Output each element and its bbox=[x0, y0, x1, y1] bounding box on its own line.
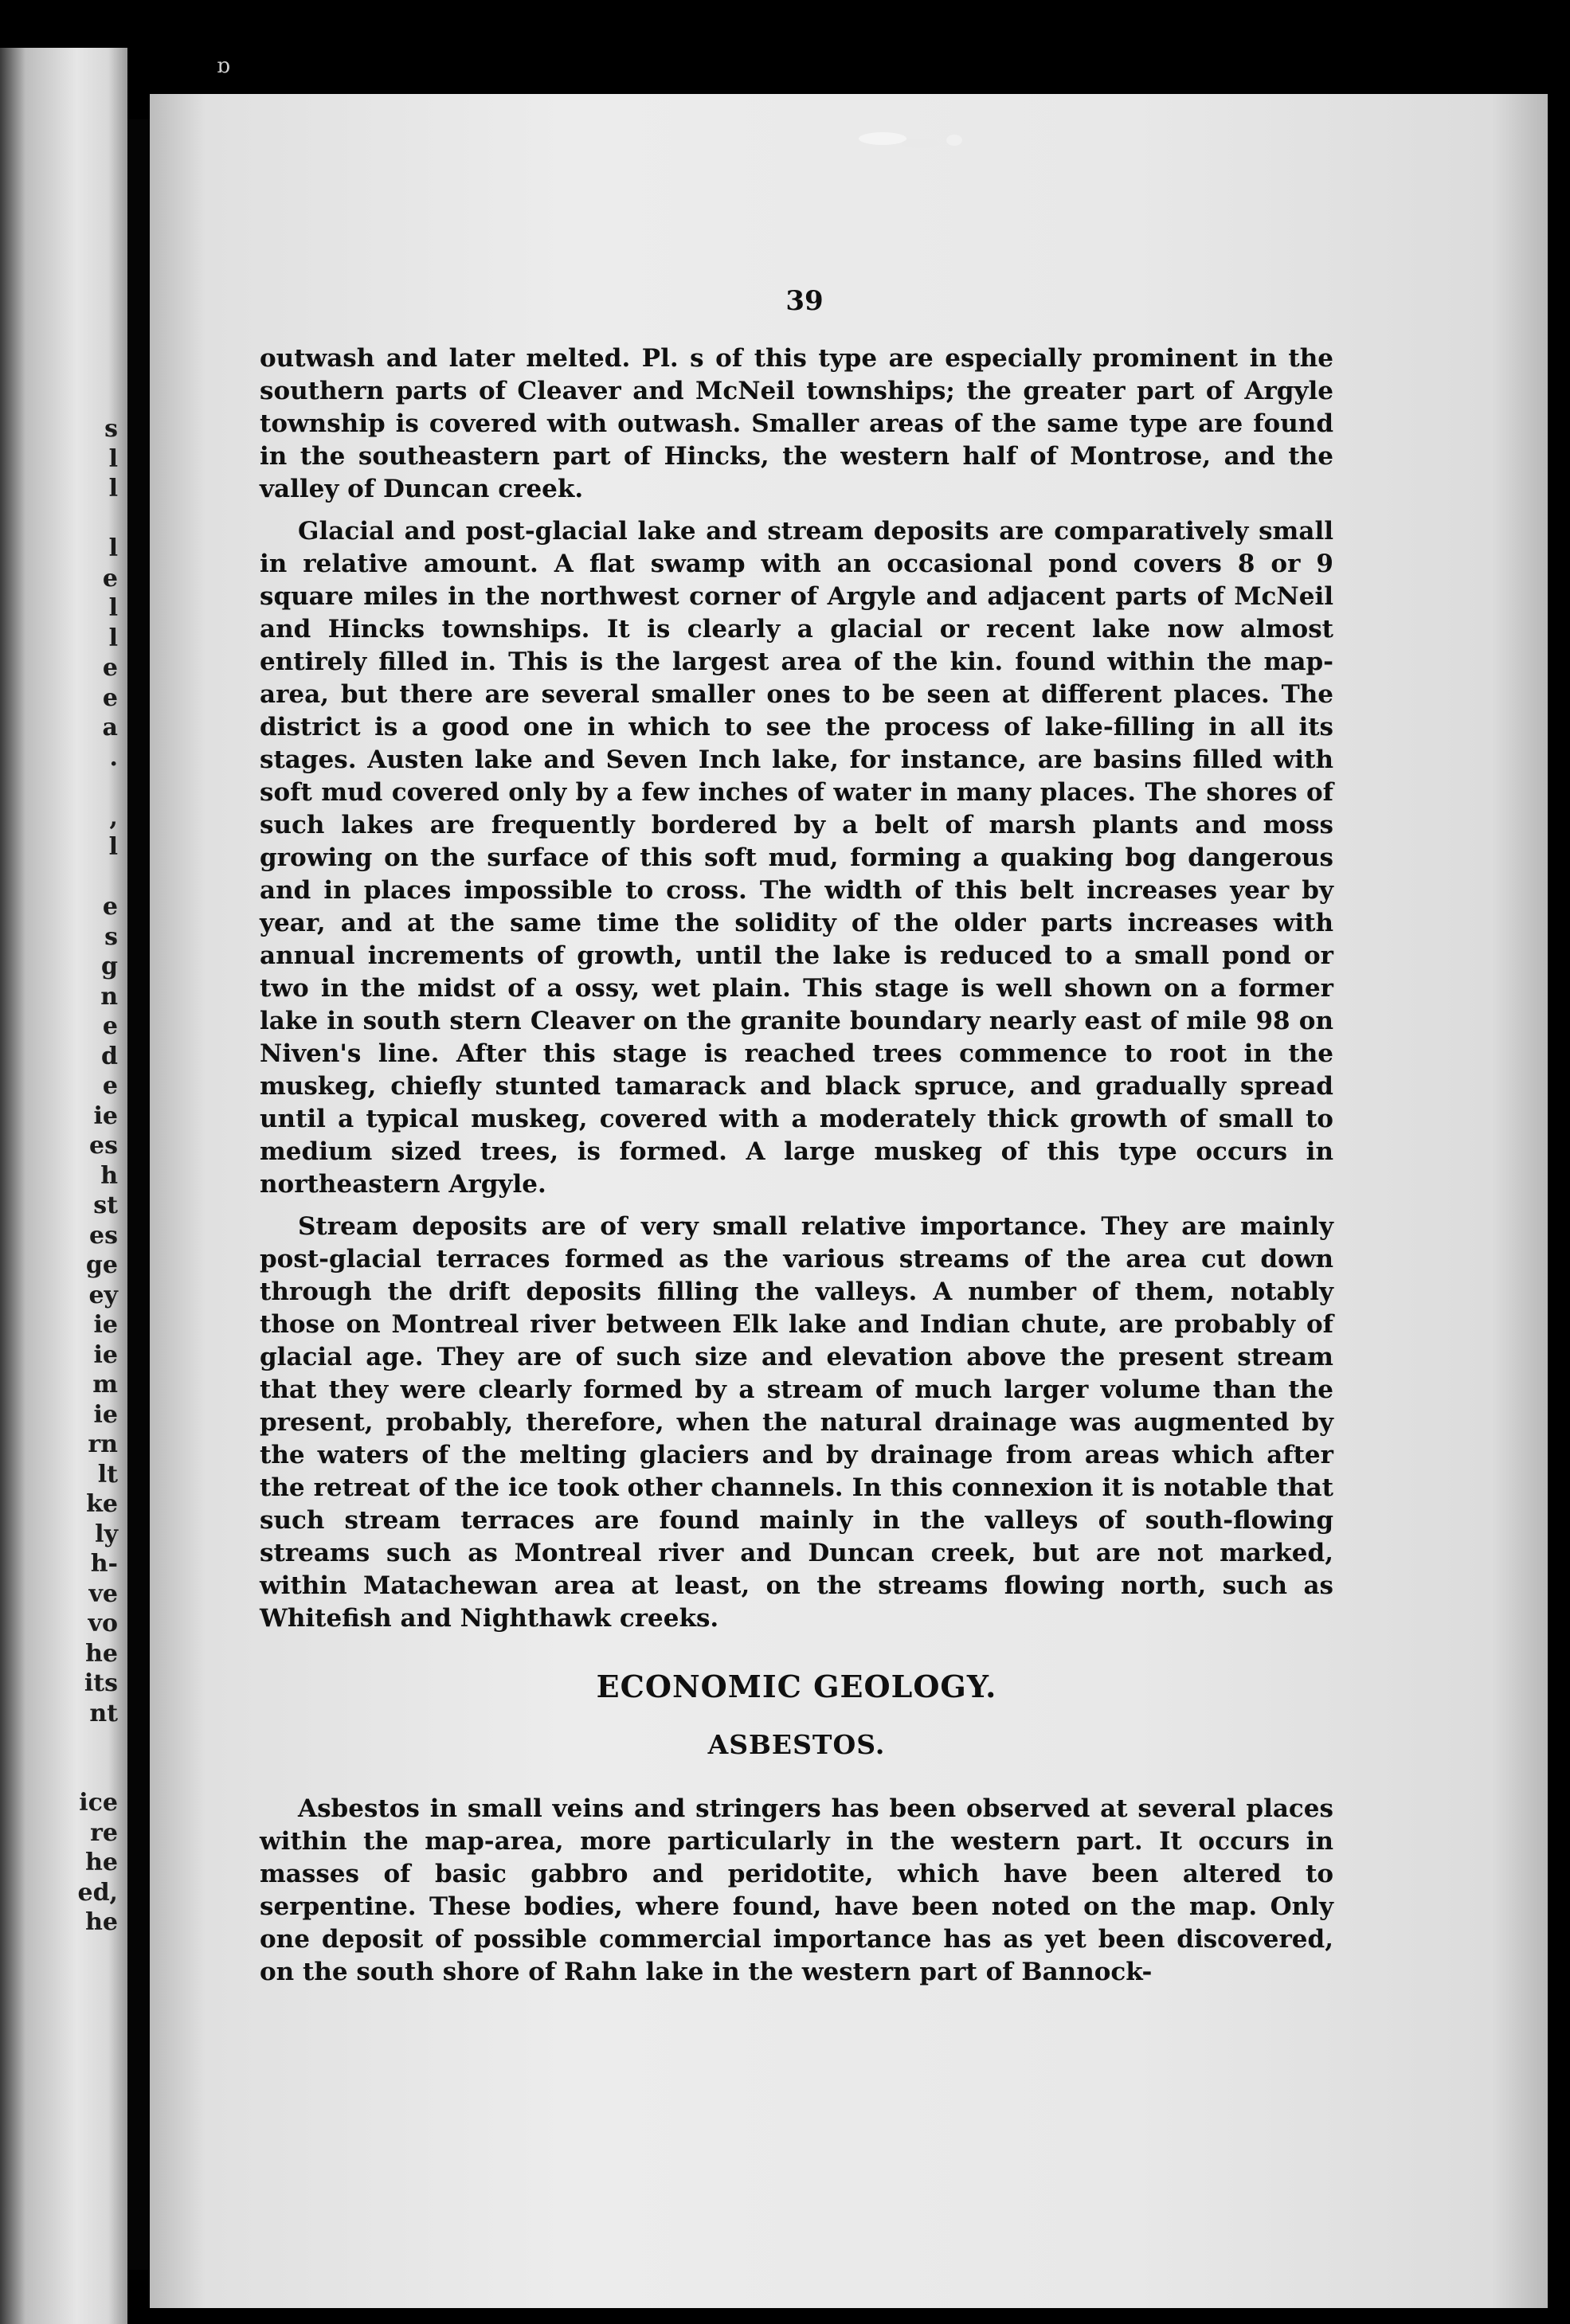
paragraph-asbestos: Asbestos in small veins and stringers has been observed at several places within the map-area, more particularly in the western part. It occurs in masses of basic gabbro and peridotite, which have been altered to serpentine. These bodies, where found, have been noted on the map. Only one deposit of possible commercial importance has as yet been discovered, on the south shore of Rahn lake in the western part of Bannock- bbox=[260, 1794, 1333, 1986]
page-number: 39 bbox=[785, 285, 824, 317]
paper-speck-marks bbox=[851, 127, 978, 156]
section-heading-economic-geology: ECONOMIC GEOLOGY. bbox=[596, 1669, 997, 1704]
facing-page-strip bbox=[0, 48, 127, 2324]
book-spine-shadow bbox=[127, 119, 150, 2270]
page-body-text bbox=[260, 342, 1333, 1989]
paragraph-lake-deposits: Glacial and post-glacial lake and stream deposits are comparatively small in relative amount. A flat swamp with an occasional pond covers 8 or 9 square miles in the northwest corner of Argyle and adjacent parts of McNeil and Hincks townships. It is clearly a glacial or recent lake now almost entirely filled in. This is the largest area of the kin. found within the map-area, but there are several smaller ones to be seen at different places. The district is a good one in which to see the process of lake-filling in all its stages. Austen lake and Seven Inch lake, for instance, are basins filled with soft mud covered only by a few inches of water in many places. The shores of such lakes are frequently bordered by a belt of marsh plants and moss growing on the surface of this soft mud, forming a quaking bog dangerous and in places impossible to cross. The width of this belt increases year by year, and at the same time the solidity of the older parts increases with annual increments of growth, until the lake is reduced to a small pond or two in the midst of a ossy, wet plain. This stage is well shown on a former lake in south stern Cleaver on the granite boundary nearly east of mile 98 on Niven's line. After this stage is reached trees commence to root in the muskeg, chiefly stunted tamarack and black spruce, and gradually spread until a typical muskeg, covered with a moderately thick growth of small to medium sized trees, is formed. A large muskeg of this type occurs in northeastern Argyle. bbox=[260, 517, 1333, 1199]
subsection-heading-asbestos: ASBESTOS. bbox=[707, 1729, 886, 1760]
facing-page-text-fragments: s l l l e l l e e a . , l e s g n e d e ie es h st es ge ey ie ie m ie rn lt ke ly h- ve vo he its nt ice re he ed, he bbox=[77, 415, 118, 1936]
paragraph-stream-deposits: Stream deposits are of very small relative importance. They are mainly post-glacial terraces formed as the various streams of the area cut down through the drift deposits filling the valleys. A number of them, notably those on Montreal river between Elk lake and Indian chute, are probably of glacial age. They are of such size and elevation above the present stream that they were clearly formed by a stream of much larger volume than the present, probably, therefore, when the natural drainage was augmented by the waters of the melting glaciers and by drainage from areas which after the retreat of the ice took other channels. In this connexion it is notable that such stream terraces are found mainly in the valleys of south-flowing streams such as Montreal river and Duncan creek, but are not marked, within Matachewan area at least, on the streams flowing north, such as Whitefish and Nighthawk creeks. bbox=[260, 1212, 1333, 1633]
scan-corner-mark: ɒ bbox=[217, 54, 230, 78]
paragraph-outwash: outwash and later melted. Pl. s of this type are especially prominent in the southern parts of Cleaver and McNeil townships; the greater part of Argyle township is covered with outwash. Smaller areas of the same type are found in the southeastern part of Hincks, the western half of Montrose, and the valley of Duncan creek. bbox=[260, 344, 1333, 503]
